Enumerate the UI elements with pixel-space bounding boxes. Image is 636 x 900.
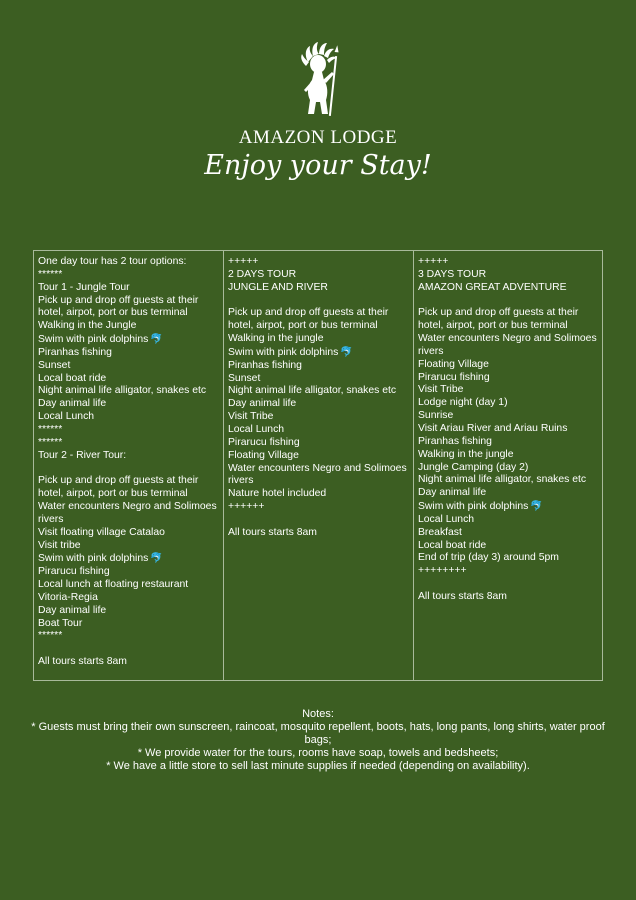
tour-line-text: JUNGLE AND RIVER (228, 281, 328, 293)
tour-line (38, 553, 219, 566)
tour-line-text: Tour 2 - River Tour: (38, 449, 127, 461)
tour-line (418, 552, 598, 565)
tour-line (38, 527, 219, 540)
tour-line (38, 373, 219, 386)
tour-line-text: Sunset (38, 359, 71, 371)
tour-line (418, 501, 598, 514)
tour-line (228, 360, 409, 373)
tour-line (418, 282, 598, 295)
tour-line-text: All tours starts 8am (38, 656, 127, 668)
tour-line (38, 347, 219, 360)
tour-line-text: Visit tribe (38, 539, 81, 551)
tour-line (418, 295, 598, 308)
tour-line (228, 424, 409, 437)
tour-line-text: Visit Tribe (228, 411, 274, 423)
tour-line (228, 333, 409, 346)
tour-line (38, 450, 219, 463)
tribal-figure-logo-icon (294, 42, 344, 118)
tour-line-text: Pirarucu fishing (228, 436, 300, 448)
tour-line-text: Pick up and drop off guests at their hotel, airpot, port or bus terminal (38, 294, 202, 319)
tour-line-text: Pick up and drop off guests at their hotel, airpot, port or bus terminal (228, 307, 392, 332)
dolphin-icon: 🐬 (340, 346, 353, 358)
tour-line-text: Pirarucu fishing (38, 566, 110, 578)
tour-line (418, 449, 598, 462)
tour-line-text: ****** (38, 436, 63, 448)
tour-line-text: Piranhas fishing (38, 346, 112, 358)
dolphin-icon: 🐬 (150, 553, 163, 565)
tour-line (38, 334, 219, 347)
tour-line (228, 256, 409, 269)
tour-line (38, 630, 219, 643)
tour-line (38, 643, 219, 656)
tour-line (38, 566, 219, 579)
tour-line (38, 605, 219, 618)
tour-line-text: Visit Tribe (418, 384, 464, 396)
tour-line (418, 591, 598, 604)
note-item: * We have a little store to sell last minute supplies if needed (depending on availability). (106, 760, 530, 772)
tour-line-text: Water encounters Negro and Solimoes rivers (418, 333, 600, 357)
tour-line (38, 320, 219, 333)
tour-line (228, 282, 409, 295)
tour-line-text: End of trip (day 3) around 5pm (418, 552, 559, 564)
tour-line-text: ****** (38, 630, 63, 642)
tour-line-text: Water encounters Negro and Solimoes rivers (228, 462, 410, 487)
tour-line (418, 423, 598, 436)
tour-line (228, 411, 409, 424)
one-day-tour-column (34, 251, 223, 680)
tour-line-text: Nature hotel included (228, 488, 327, 500)
tour-line (228, 527, 409, 540)
tour-line-text: One day tour has 2 tour options: (38, 256, 187, 267)
dolphin-icon: 🐬 (150, 334, 163, 346)
tour-line (418, 578, 598, 591)
tour-line-text: ++++++++ (418, 565, 467, 577)
note-item: * Guests must bring their own sunscreen, raincoat, mosquito repellent, boots, hats, long pants, long shirts, water proof bags; (31, 721, 605, 746)
tour-line-text: Pick up and drop off guests at their hotel, airpot, port or bus terminal (38, 475, 202, 500)
tour-line (418, 487, 598, 500)
tour-line (38, 437, 219, 450)
tour-line-text: Swim with pink dolphins (418, 501, 529, 513)
tour-line-text: Sunrise (418, 410, 454, 422)
tour-line-text: Walking in the Jungle (38, 320, 137, 332)
tour-line-text: 2 DAYS TOUR (228, 268, 297, 280)
tour-line-text: Pick up and drop off guests at their hotel, airpot, port or bus terminal (418, 307, 582, 332)
tour-line (38, 618, 219, 631)
tour-line-text: Local lunch at floating restaurant (38, 579, 189, 591)
dolphin-icon: 🐬 (530, 501, 543, 513)
tour-line-text: Breakfast (418, 526, 462, 538)
tour-line-text: Pirarucu fishing (418, 371, 490, 383)
tour-line (418, 269, 598, 282)
tour-line-text: +++++ (418, 256, 449, 267)
tour-line-text: Sunset (228, 372, 261, 384)
tour-line-text: Lodge night (day 1) (418, 397, 508, 409)
tour-line (38, 656, 219, 669)
tour-line (418, 410, 598, 423)
tour-line (228, 488, 409, 501)
tour-line (418, 397, 598, 410)
tour-line-text: Night animal life alligator, snakes etc (228, 385, 397, 397)
tour-line (418, 514, 598, 527)
tour-line-text: Walking in the jungle (418, 448, 514, 460)
tour-line (38, 579, 219, 592)
tour-line (228, 501, 409, 514)
note-item: * We provide water for the tours, rooms have soap, towels and bedsheets; (137, 747, 499, 759)
tour-line (228, 373, 409, 386)
three-days-tour-column (413, 251, 602, 680)
tour-line (38, 424, 219, 437)
tour-line-text: 3 DAYS TOUR (418, 268, 487, 280)
tour-line (228, 307, 409, 333)
tour-line-text: Local Lunch (228, 423, 285, 435)
tour-line-text: Water encounters Negro and Solimoes rivers (38, 501, 220, 525)
tour-line-text: Local Lunch (38, 411, 95, 423)
tour-line (418, 527, 598, 540)
tour-line (38, 540, 219, 553)
tour-line-text: Walking in the jungle (228, 333, 324, 345)
tour-line-text: Visit floating village Catalao (38, 526, 165, 538)
tour-line-text: Floating Village (228, 449, 299, 461)
notes-section (20, 708, 616, 773)
tour-line (38, 463, 219, 476)
tour-line-text: All tours starts 8am (418, 590, 507, 602)
tour-line (38, 256, 219, 269)
tour-line (38, 592, 219, 605)
tour-line (418, 462, 598, 475)
tour-line (418, 372, 598, 385)
tour-line-text: ****** (38, 423, 63, 435)
tour-line-text: +++++ (228, 256, 259, 267)
tour-line-text: Local boat ride (38, 372, 107, 384)
tour-line (38, 475, 219, 501)
tagline: Enjoy your Stay! (204, 150, 432, 181)
tour-line-text: Day animal life (38, 604, 107, 616)
tour-line (228, 269, 409, 282)
tour-line (38, 398, 219, 411)
tours-table (33, 250, 603, 681)
tour-line (228, 450, 409, 463)
tour-line-text: Night animal life alligator, snakes etc (418, 474, 587, 486)
tour-line (228, 398, 409, 411)
tour-line (38, 501, 219, 527)
tour-line (38, 282, 219, 295)
tour-line (38, 360, 219, 373)
tour-line (418, 436, 598, 449)
tour-line-text: Tour 1 - Jungle Tour (38, 281, 130, 293)
tour-line-text: Day animal life (38, 398, 107, 410)
tour-line (228, 463, 409, 489)
tour-line (418, 474, 598, 487)
notes-title: Notes: (302, 708, 334, 720)
tour-line-text: Local Lunch (418, 513, 475, 525)
tour-line-text: Swim with pink dolphins (38, 553, 149, 565)
tour-line (38, 269, 219, 282)
tour-line (228, 514, 409, 527)
tour-line (418, 565, 598, 578)
tour-line-text: Day animal life (228, 398, 297, 410)
tour-line-text: Swim with pink dolphins (228, 346, 339, 358)
tour-line (418, 256, 598, 269)
tour-line-text: Vitoria-Regia (38, 591, 98, 603)
tour-line (228, 295, 409, 308)
tour-line (418, 307, 598, 333)
two-days-tour-column (223, 251, 413, 680)
tour-line-text: Local boat ride (418, 539, 487, 551)
tour-line (418, 384, 598, 397)
tour-line (228, 385, 409, 398)
tour-line (38, 411, 219, 424)
tour-line (228, 347, 409, 360)
tour-line (228, 437, 409, 450)
tour-line (38, 385, 219, 398)
tour-line-text: Jungle Camping (day 2) (418, 461, 529, 473)
tour-line (418, 333, 598, 359)
tour-line-text: Piranhas fishing (418, 435, 492, 447)
brand-name: AMAZON LODGE (238, 127, 398, 148)
tour-line-text: Day animal life (418, 487, 487, 499)
tour-line-text: Night animal life alligator, snakes etc (38, 385, 207, 397)
tour-line-text: ++++++ (228, 501, 265, 513)
tour-line-text: Visit Ariau River and Ariau Ruins (418, 422, 568, 434)
tour-line-text: Swim with pink dolphins (38, 334, 149, 346)
tour-line-text: Boat Tour (38, 617, 83, 629)
tour-line (418, 359, 598, 372)
tour-line (38, 295, 219, 321)
tour-line (418, 540, 598, 553)
tour-line-text: Piranhas fishing (228, 359, 302, 371)
tour-line-text: ****** (38, 268, 63, 280)
tour-line-text: AMAZON GREAT ADVENTURE (418, 281, 567, 293)
tour-line-text: Floating Village (418, 358, 489, 370)
tour-line-text: All tours starts 8am (228, 526, 317, 538)
